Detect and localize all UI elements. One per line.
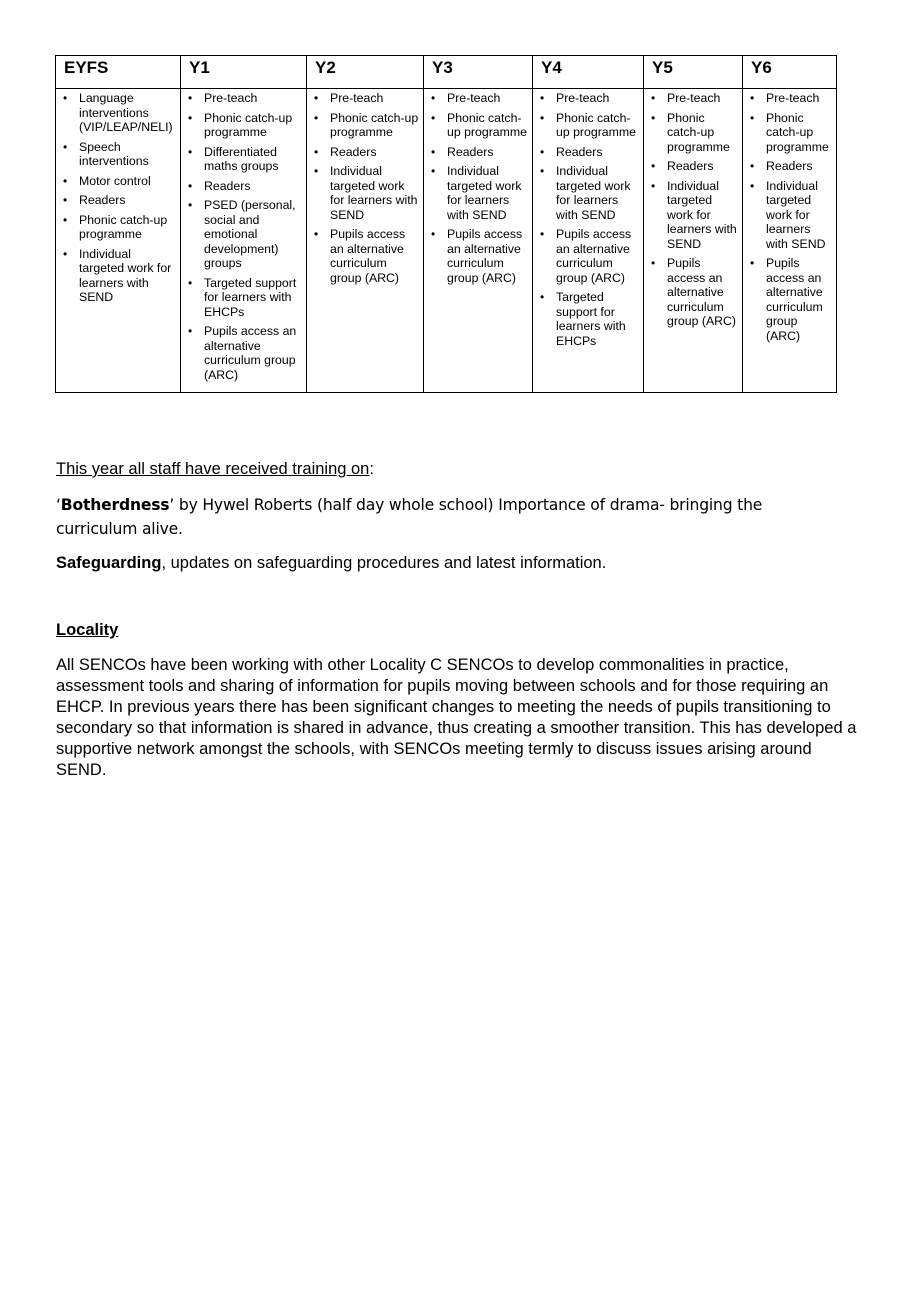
provision-table bbox=[55, 55, 837, 393]
list-item: • Pupils access an alternative curriculum group (ARC) bbox=[312, 227, 420, 285]
list-item: • Readers bbox=[429, 145, 529, 160]
list-item: • Individual targeted work for learners with SEND bbox=[61, 247, 177, 305]
header-y1: Y1 bbox=[181, 56, 307, 89]
botherdness-title: Botherdness bbox=[60, 496, 170, 514]
bullet-list bbox=[186, 91, 303, 382]
list-item: • Pupils access an alternative curriculum group (ARC) bbox=[429, 227, 529, 285]
table-header-row bbox=[56, 56, 837, 89]
list-item: • Targeted support for learners with EHCPs bbox=[186, 276, 303, 320]
safeguarding-title: Safeguarding bbox=[56, 554, 162, 572]
cell-y4 bbox=[533, 89, 644, 393]
list-item: • Phonic catch-up programme bbox=[649, 111, 739, 155]
list-item: • Individual targeted work for learners with SEND bbox=[748, 179, 833, 252]
list-item: • Pre-teach bbox=[312, 91, 420, 106]
list-item: • Targeted support for learners with EHCPs bbox=[538, 290, 640, 348]
list-item: • Individual targeted work for learners with SEND bbox=[649, 179, 739, 252]
bullet-list bbox=[429, 91, 529, 285]
locality-paragraph: All SENCOs have been working with other Locality C SENCOs to develop commonalities in practice, assessment tools and sharing of information for pupils moving between schools and for those requiring an EHCP. In previous years there has been significant changes to meeting the needs of pupils transitioning to secondary so that information is shared in advance, thus creating a smoother transition. This has developed a supportive network amongst the schools, with SENCOs meeting termly to discuss issues arising around SEND. bbox=[56, 656, 857, 779]
botherdness-paragraph bbox=[56, 493, 846, 541]
list-item: • PSED (personal, social and emotional development) groups bbox=[186, 198, 303, 271]
bullet-list bbox=[312, 91, 420, 285]
list-item: • Motor control bbox=[61, 174, 177, 189]
list-item: • Pupils access an alternative curriculum group (ARC) bbox=[538, 227, 640, 285]
list-item: • Pupils access an alternative curriculum group (ARC) bbox=[186, 324, 303, 382]
list-item: • Phonic catch-up programme bbox=[312, 111, 420, 140]
header-y4: Y4 bbox=[533, 56, 644, 89]
locality-heading: Locality bbox=[56, 621, 119, 639]
safeguarding-paragraph bbox=[56, 554, 606, 573]
list-item: • Individual targeted work for learners with SEND bbox=[312, 164, 420, 222]
list-item: • Language interventions (VIP/LEAP/NELI) bbox=[61, 91, 177, 135]
list-item: • Differentiated maths groups bbox=[186, 145, 303, 174]
header-y6: Y6 bbox=[743, 56, 837, 89]
list-item: • Pre-teach bbox=[186, 91, 303, 106]
bullet-list bbox=[61, 91, 177, 305]
list-item: • Phonic catch-up programme bbox=[538, 111, 640, 140]
table-row bbox=[56, 89, 837, 393]
training-heading-colon: : bbox=[369, 460, 374, 478]
list-item: • Pre-teach bbox=[538, 91, 640, 106]
cell-y2 bbox=[307, 89, 424, 393]
safeguarding-text: , updates on safeguarding procedures and latest information. bbox=[161, 554, 607, 572]
bullet-list bbox=[538, 91, 640, 348]
list-item: • Readers bbox=[649, 159, 739, 174]
list-item: • Individual targeted work for learners with SEND bbox=[538, 164, 640, 222]
header-y5: Y5 bbox=[644, 56, 743, 89]
list-item: • Readers bbox=[186, 179, 303, 194]
botherdness-text: ’ by Hywel Roberts (half day whole school) Importance of drama- bringing the curriculum alive. bbox=[56, 496, 763, 538]
list-item: • Pupils access an alternative curriculum group (ARC) bbox=[748, 256, 833, 343]
bullet-list bbox=[649, 91, 739, 329]
header-y3: Y3 bbox=[424, 56, 533, 89]
list-item: • Pupils access an alternative curriculum group (ARC) bbox=[649, 256, 739, 329]
header-y2: Y2 bbox=[307, 56, 424, 89]
list-item: • Pre-teach bbox=[748, 91, 833, 106]
list-item: • Pre-teach bbox=[649, 91, 739, 106]
list-item: • Individual targeted work for learners with SEND bbox=[429, 164, 529, 222]
list-item: • Readers bbox=[312, 145, 420, 160]
list-item: • Readers bbox=[61, 193, 177, 208]
list-item: • Pre-teach bbox=[429, 91, 529, 106]
list-item: • Phonic catch-up programme bbox=[61, 213, 177, 242]
list-item: • Phonic catch-up programme bbox=[748, 111, 833, 155]
list-item: • Phonic catch-up programme bbox=[186, 111, 303, 140]
list-item: • Readers bbox=[538, 145, 640, 160]
list-item: • Readers bbox=[748, 159, 833, 174]
bullet-list bbox=[748, 91, 833, 343]
cell-y5 bbox=[644, 89, 743, 393]
training-heading-text: This year all staff have received training on bbox=[56, 460, 370, 478]
open-quote: ‘ bbox=[56, 496, 61, 514]
list-item: • Phonic catch-up programme bbox=[429, 111, 529, 140]
cell-y3 bbox=[424, 89, 533, 393]
cell-y1 bbox=[181, 89, 307, 393]
cell-eyfs bbox=[56, 89, 181, 393]
header-eyfs: EYFS bbox=[56, 56, 181, 89]
cell-y6 bbox=[743, 89, 837, 393]
list-item: • Speech interventions bbox=[61, 140, 177, 169]
training-heading bbox=[56, 460, 374, 479]
